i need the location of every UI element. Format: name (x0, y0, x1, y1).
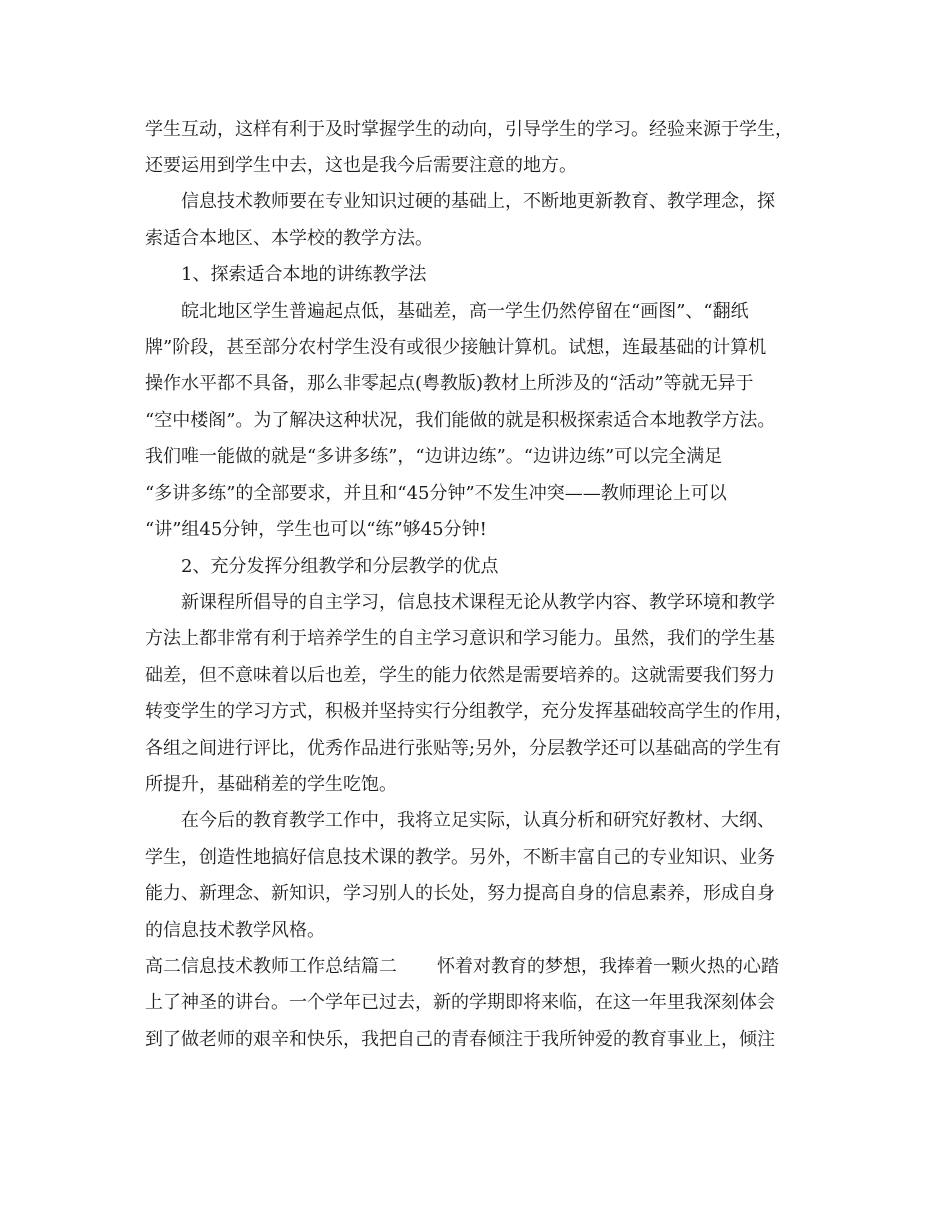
paragraph-line: 在今后的教育教学工作中，我将立足实际，认真分析和研究好教材、大纲、 (181, 810, 775, 831)
paragraph-line: “空中楼阁”。为了解决这种状况，我们能做的就是积极探索适合本地教学方法。 (145, 410, 776, 431)
paragraph-line: 的信息技术教学风格。 (145, 920, 325, 941)
section-heading: 1、探索适合本地的讲练教学法 (181, 264, 427, 285)
paragraph-line: 牌”阶段，甚至部分农村学生没有或很少接触计算机。试想，连最基础的计算机 (145, 337, 767, 358)
paragraph-line: 还要运用到学生中去，这也是我今后需要注意的地方。 (145, 155, 577, 176)
paragraph-line: 础差，但不意味着以后也差，学生的能力依然是需要培养的。这就需要我们努力 (145, 665, 775, 686)
paragraph-line: 信息技术教师要在专业知识过硬的基础上，不断地更新教育、教学理念，探 (181, 191, 775, 212)
paragraph-line: 学生，创造性地搞好信息技术课的教学。另外，不断丰富自己的专业知识、业务 (145, 847, 775, 868)
paragraph-line: “多讲多练”的全部要求，并且和“45分钟”不发生冲突——教师理论上可以 (145, 483, 727, 504)
paragraph-line: 学生互动，这样有利于及时掌握学生的动向，引导学生的学习。经验来源于学生， (145, 119, 793, 140)
paragraph-line: 皖北地区学生普遍起点低，基础差，高一学生仍然停留在“画图”、“翻纸 (181, 301, 749, 322)
paragraph-line: 我们唯一能做的就是“多讲多练”，“边讲边练”。“边讲边练”可以完全满足 (145, 446, 723, 467)
paragraph-line: 怀着对教育的梦想，我捧着一颗火热的心踏 (437, 956, 779, 977)
paragraph-line: 索适合本地区、本学校的教学方法。 (145, 228, 433, 249)
paragraph-line: 到了做老师的艰辛和快乐，我把自己的青春倾注于我所钟爱的教育事业上，倾注 (145, 1029, 775, 1050)
paragraph-line: 转变学生的学习方式，积极并坚持实行分组教学，充分发挥基础较高学生的作用， (145, 701, 793, 722)
paragraph-line: 新课程所倡导的自主学习，信息技术课程无论从教学内容、教学环境和教学 (181, 592, 775, 613)
paragraph-line: 所提升，基础稍差的学生吃饱。 (145, 774, 397, 795)
paragraph-line: 操作水平都不具备，那么非零起点(粤教版)教材上所涉及的“活动”等就无异于 (145, 373, 754, 394)
paragraph-line: 方法上都非常有利于培养学生的自主学习意识和学习能力。虽然，我们的学生基 (145, 628, 775, 649)
article-title: 高二信息技术教师工作总结篇二 (145, 956, 397, 977)
paragraph-line: 上了神圣的讲台。一个学年已过去，新的学期即将来临，在这一年里我深刻体会 (145, 992, 775, 1013)
section-heading: 2、充分发挥分组教学和分层教学的优点 (181, 556, 499, 577)
paragraph-line: 各组之间进行评比，优秀作品进行张贴等;另外，分层教学还可以基础高的学生有 (145, 738, 782, 759)
paragraph-line: 能力、新理念、新知识，学习别人的长处，努力提高自身的信息素养，形成自身 (145, 883, 775, 904)
paragraph-line: “讲”组45分钟，学生也可以“练”够45分钟! (145, 519, 487, 540)
